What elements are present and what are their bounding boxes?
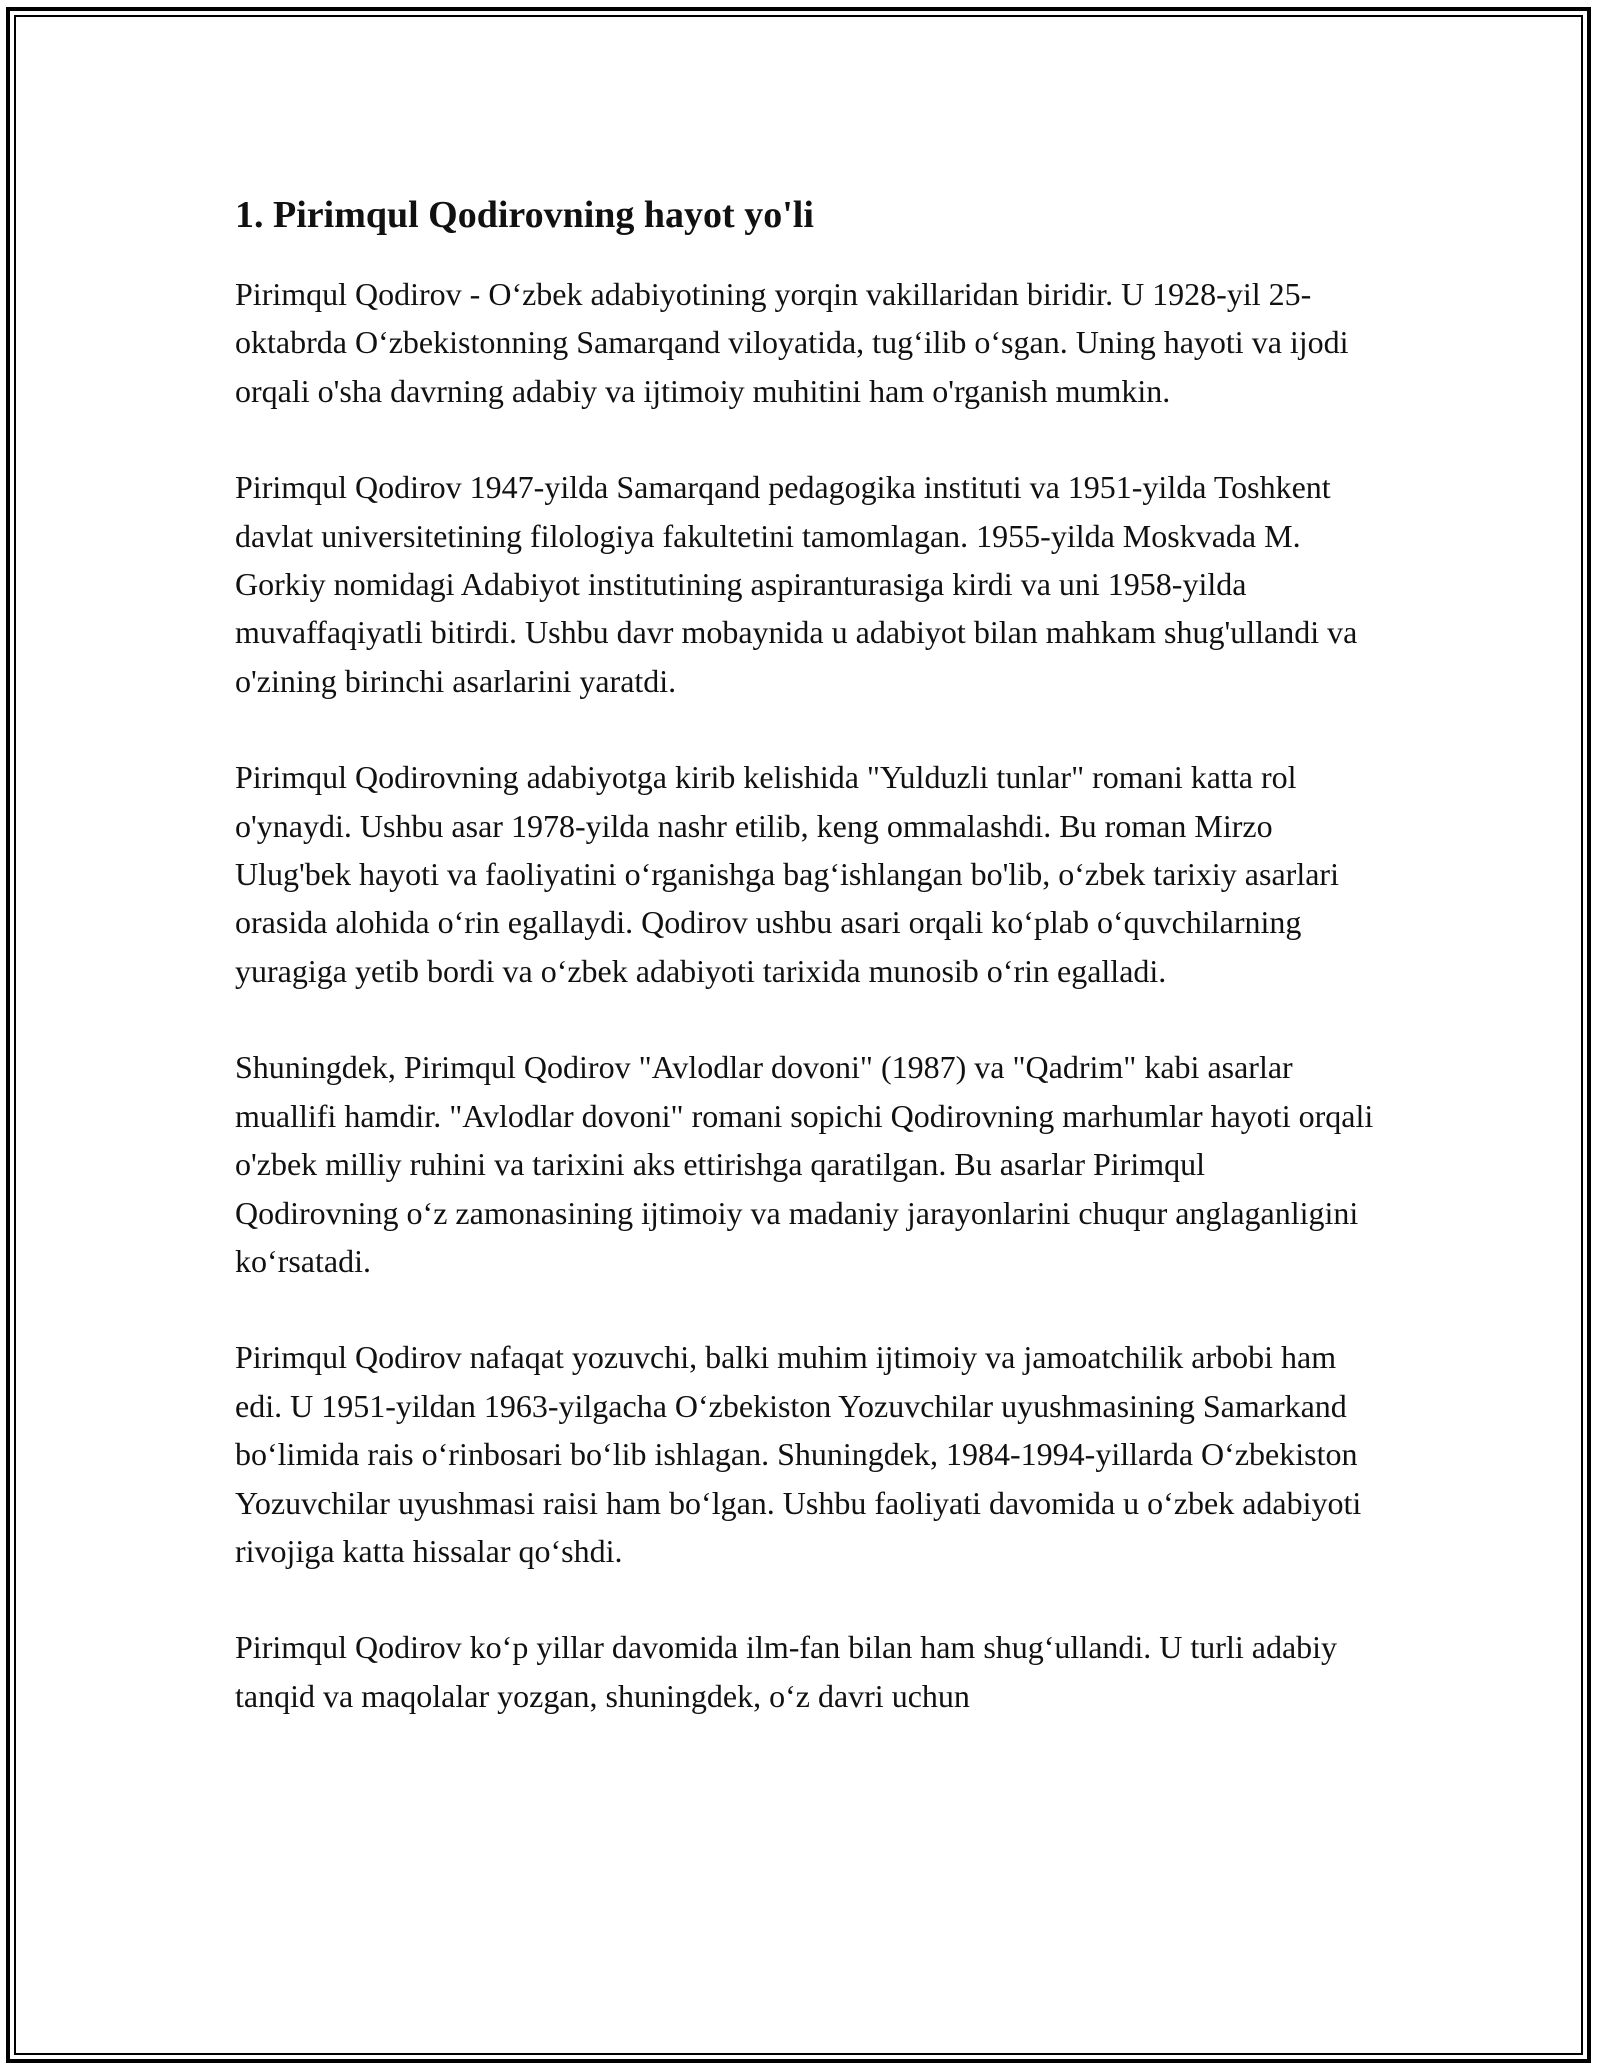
paragraph-5: Pirimqul Qodirov nafaqat yozuvchi, balki muhim ijtimoiy va jamoatchilik arbobi ham edi. U 1951-yildan 1963-yilgacha O‘zbekiston Yozuvchilar uyushmasining Samarkand bo‘limida rais o‘rinbosari bo‘lib ishlagan. Shuningdek, 1984-1994-yillarda O‘zbekiston Yozuvchilar uyushmasi raisi ham bo‘lgan. Ushbu faoliyati davomida u o‘zbek adabiyoti rivojiga katta hissalar qo‘shdi. (235, 1339, 1362, 1569)
section-heading: 1. Pirimqul Qodirovning hayot yo'li (235, 194, 814, 236)
paragraph-1: Pirimqul Qodirov - O‘zbek adabiyotining yorqin vakillaridan biridir. U 1928-yil 25-oktabrda O‘zbekistonning Samarqand viloyatida, tug‘ilib o‘sgan. Uning hayoti va ijodi orqali o'sha davrning adabiy va ijtimoiy muhitini ham o'rganish mumkin. (235, 276, 1349, 409)
paragraph-2: Pirimqul Qodirov 1947-yilda Samarqand pedagogika instituti va 1951-yilda Toshkent davlat universitetining filologiya fakultetini tamomlagan. 1955-yilda Moskvada M. Gorkiy nomidagi Adabiyot institutining aspiranturasiga kirdi va uni 1958-yilda muvaffaqiyatli bitirdi. Ushbu davr mobaynida u adabiyot bilan mahkam shug'ullandi va o'zining birinchi asarlarini yaratdi. (235, 469, 1358, 699)
paragraph-3: Pirimqul Qodirovning adabiyotga kirib kelishida "Yulduzli tunlar" romani katta rol o'ynaydi. Ushbu asar 1978-yilda nashr etilib, keng ommalashdi. Bu roman Mirzo Ulug'bek hayoti va faoliyatini o‘rganishga bag‘ishlangan bo'lib, o‘zbek tarixiy asarlari orasida alohida o‘rin egallaydi. Qodirov ushbu asari orqali ko‘plab o‘quvchilarning yuragiga yetib bordi va o‘zbek adabiyoti tarixida munosib o‘rin egalladi. (235, 759, 1339, 989)
document-body (235, 186, 1375, 1720)
paragraph-6: Pirimqul Qodirov ko‘p yillar davomida ilm-fan bilan ham shug‘ullandi. U turli adabiy tanqid va maqolalar yozgan, shuningdek, o‘z davri uchun (235, 1629, 1338, 1714)
paragraph-4: Shuningdek, Pirimqul Qodirov "Avlodlar dovoni" (1987) va "Qadrim" kabi asarlar muallifi hamdir. "Avlodlar dovoni" romani sopichi Qodirovning marhumlar hayoti orqali o'zbek milliy ruhini va tarixini aks ettirishga qaratilgan. Bu asarlar Pirimqul Qodirovning o‘z zamonasining ijtimoiy va madaniy jarayonlarini chuqur anglaganligini ko‘rsatadi. (235, 1049, 1374, 1279)
